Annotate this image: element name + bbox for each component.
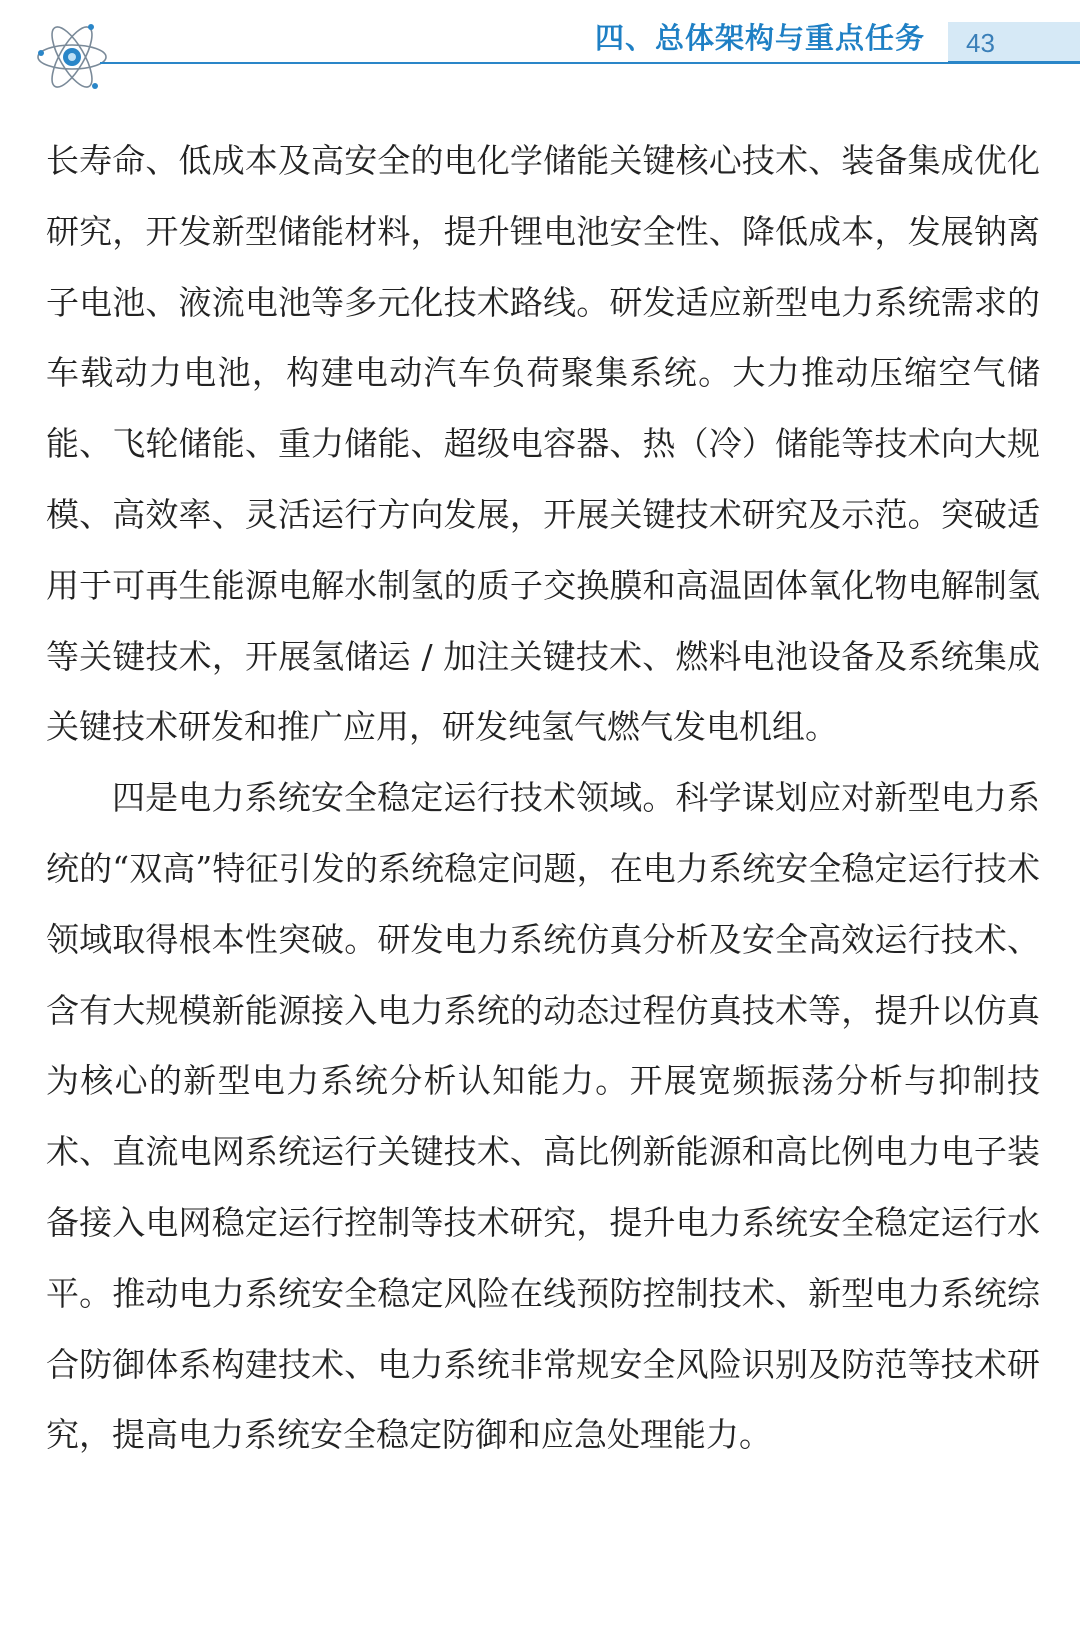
atom-icon [33, 18, 111, 96]
section-title: 四、总体架构与重点任务 [594, 21, 925, 55]
header-rule [100, 62, 1080, 64]
body-text [46, 126, 1040, 1471]
page-number: 43 [966, 28, 995, 58]
paragraph: 四是电力系统安全稳定运行技术领域。科学谋划应对新型电力系统的“双高”特征引发的系统稳定问题，在电力系统安全稳定运行技术领域取得根本性突破。研发电力系统仿真分析及安全高效运行技术、含有大规模新能源接入电力系统的动态过程仿真技术等，提升以仿真为核心的新型电力系统分析认知能力。开展宽频振荡分析与抑制技术、直流电网系统运行关键技术、高比例新能源和高比例电力电子装备接入电网稳定运行控制等技术研究，提升电力系统安全稳定运行水平。推动电力系统安全稳定风险在线预防控制技术、新型电力系统综合防御体系构建技术、电力系统非常规安全风险识别及防范等技术研究，提高电力系统安全稳定防御和应急处理能力。 [46, 778, 1040, 1455]
page-number-badge [948, 22, 1080, 64]
paragraph: 长寿命、低成本及高安全的电化学储能关键核心技术、装备集成优化研究，开发新型储能材料，提升锂电池安全性、降低成本，发展钠离子电池、液流电池等多元化技术路线。研发适应新型电力系统需求的车载动力电池，构建电动汽车负荷聚集系统。大力推动压缩空气储能、飞轮储能、重力储能、超级电容器、热（冷）储能等技术向大规模、高效率、灵活运行方向发展，开展关键技术研究及示范。突破适用于可再生能源电解水制氢的质子交换膜和高温固体氧化物电解制氢等关键技术，开展氢储运 / 加注关键技术、燃料电池设备及系统集成关键技术研发和推广应用，研发纯氢气燃气发电机组。 [46, 141, 1040, 747]
page-header [0, 0, 1080, 95]
